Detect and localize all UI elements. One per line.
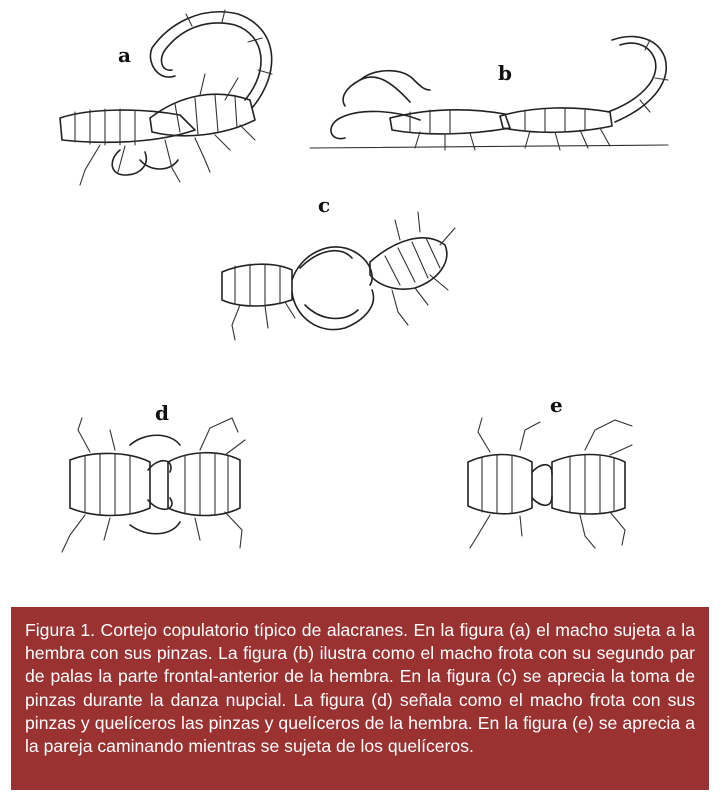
panel-d-illustration <box>62 401 245 552</box>
panel-b-illustration <box>310 37 668 150</box>
figure-caption-box <box>11 607 709 790</box>
panel-a-label: a <box>118 43 131 67</box>
panel-a-illustration <box>60 10 272 185</box>
figure-caption: Figura 1. Cortejo copulatorio típico de alacranes. En la figura (a) el macho sujeta a la hembra con sus pinzas. La figura (b) ilustra como el macho frota con su segundo par de palas la parte frontal-anterior de la hembra. En la figura (c) se aprecia la toma de pinzas durante la danza nupcial. La figura (d) señala como el macho frota con sus pinzas y quelíceros las pinzas y quelíceros de la hembra. En la figura (e) se aprecia a la pareja caminando mientras se sujeta de los quelíceros. <box>25 620 695 757</box>
panel-e-label: e <box>550 393 563 417</box>
panel-c-illustration <box>222 193 455 340</box>
panel-e-illustration <box>468 393 632 548</box>
panel-c-label: c <box>318 193 331 217</box>
panel-d-label: d <box>155 401 169 425</box>
panel-b-label: b <box>498 61 512 85</box>
